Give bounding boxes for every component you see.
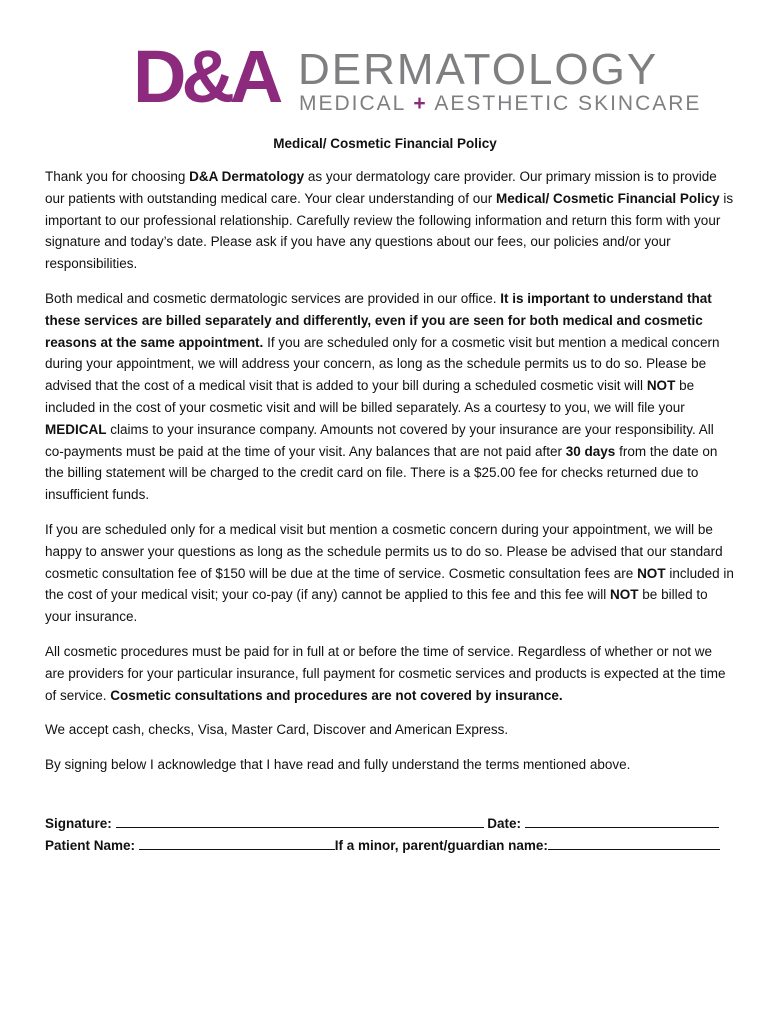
company-logo: [133, 35, 702, 122]
logo-monogram: D&A: [133, 35, 279, 118]
policy-body: [45, 166, 735, 789]
payment-paragraph: All cosmetic procedures must be paid for in full at or before the time of service. Regardless of whether or not we are providers for your particular insurance, full payment for cosmetic services and products is expected at the time of service. Cosmetic consultations and procedures are not covered by insurance.: [45, 643, 726, 703]
guardian-label: If a minor, parent/guardian name:: [334, 838, 548, 853]
logo-tagline: MEDICAL + AESTHETIC SKINCARE: [299, 92, 702, 115]
patient-name-line[interactable]: [139, 835, 335, 850]
consultation-paragraph: If you are scheduled only for a medical visit but mention a cosmetic concern during your appointment, we will be happy to answer your questions as long as the schedule permits us to do so. Please be advised that our standard cosmetic consultation fee of $150 will be due at the time of service. Cosmetic consultation fees are NOT included in the cost of your medical visit; your co-pay (if any) cannot be applied to this fee and this fee will NOT be billed to your insurance.: [45, 521, 734, 625]
billing-paragraph: Both medical and cosmetic dermatologic services are provided in our office. It is important to understand that these services are billed separately and differently, even if you are seen for both medical and cosmetic reasons at the same appointment. If you are scheduled only for a cosmetic visit but mention a medical concern during your appointment, we will address your concern, as long as the schedule permits us to do so. Please be advised that the cost of a medical visit that is added to your bill during a scheduled cosmetic visit will NOT be included in the cost of your cosmetic visit and will be billed separately. As a courtesy to you, we will file your MEDICAL claims to your insurance company. Amounts not covered by your insurance are your responsibility. All co-payments must be paid at the time of your visit. Any balances that are not paid after 30 days from the date on the billing statement will be charged to the credit card on file. There is a $25.00 fee for checks returned due to insufficient funds.: [45, 290, 720, 503]
accepted-payments: We accept cash, checks, Visa, Master Card, Discover and American Express.: [45, 722, 509, 738]
patient-row: [45, 835, 745, 856]
date-line[interactable]: [525, 813, 719, 828]
guardian-name-line[interactable]: [548, 835, 720, 850]
patient-name-label: Patient Name:: [45, 838, 136, 853]
signature-line[interactable]: [116, 813, 484, 828]
signature-row: [45, 813, 745, 834]
document-title: Medical/ Cosmetic Financial Policy: [273, 136, 497, 151]
logo-wordmark: DERMATOLOGY: [298, 45, 659, 94]
intro-paragraph: Thank you for choosing D&A Dermatology as your dermatology care provider. Our primary mission is to provide our patients with outstanding medical care. Your clear understanding of our Medical/ Cosmetic Financial Policy is important to our professional relationship. Carefully review the following information and return this form with your signature and today’s date. Please ask if you have any questions about our fees, our policies and/or your responsibilities.: [45, 169, 734, 272]
date-label: Date:: [487, 816, 522, 831]
signature-label: Signature:: [45, 816, 112, 831]
acknowledgement: By signing below I acknowledge that I have read and fully understand the terms mentioned above.: [45, 757, 631, 773]
